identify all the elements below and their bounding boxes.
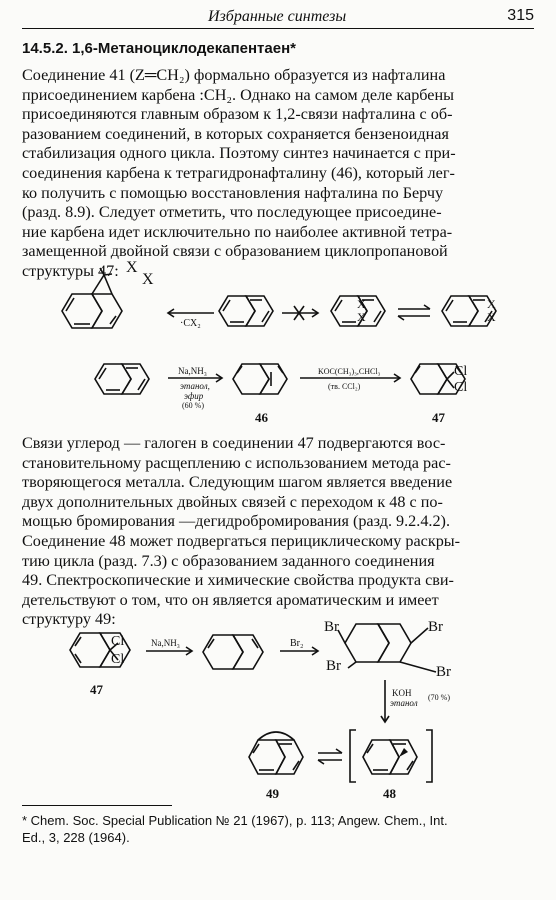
reagent-label: Br₂	[290, 638, 304, 649]
tricyclic-intermediate-structure	[203, 635, 263, 669]
running-title: Избранные синтезы	[208, 8, 347, 25]
reagent-label: KOC(CH₃)₃,CHCl₃	[318, 367, 381, 376]
footnote-line: * Chem. Soc. Special Publication № 21 (1967), p. 113; Angew. Chem., Int.	[22, 813, 448, 828]
text-line: двух дополнительных двойных связей с переходом к 48 с по-	[22, 492, 443, 511]
text-line: Связи углерод — галоген в соединении 47 подвергаются вос-	[22, 434, 446, 452]
text-line: замещенной двойной связи с образованием циклопропановой	[22, 242, 448, 261]
text-line: творяющегося металла. Следующим шагом является введение	[22, 473, 453, 492]
bromine-label: Br	[324, 619, 339, 635]
reagent-label: KOH	[392, 688, 412, 698]
substituent-x: X	[487, 310, 496, 324]
substituent-x: X	[487, 297, 496, 311]
page-number: 315	[507, 7, 534, 24]
reagent-label: эфир	[184, 391, 204, 401]
text-line: становительному расщеплению с использованием метода рас-	[22, 453, 451, 472]
text-line: стабилизация одного цикла. Поэтому синтез начинается с при-	[22, 144, 456, 163]
reagent-label: Na,NH₃	[151, 638, 180, 648]
compound-49-structure	[249, 732, 303, 774]
bromine-label: Br	[428, 619, 443, 635]
reagent-label: (тв. CCl₂)	[328, 382, 361, 391]
cyclopropane-wedge	[399, 748, 408, 757]
compound-label: 46	[255, 410, 268, 425]
reaction-scheme-2	[0, 612, 556, 802]
compound-label: 49	[266, 786, 279, 801]
reagent-label: ·CX₂	[180, 318, 201, 329]
bromine-label: Br	[436, 664, 451, 680]
text-line: 49. Спектроскопические и химические свойства продукта сви-	[22, 571, 454, 590]
compound-46-structure	[233, 364, 287, 394]
text-line: присоединением карбена :CH₂. Однако на самом деле карбены	[22, 85, 455, 104]
tetrabromide-structure	[338, 624, 436, 672]
chlorine-label: Cl	[111, 652, 125, 667]
text-line: соединения карбена к тетрагидронафталину (46), который лег-	[22, 163, 455, 182]
paragraph-2	[22, 434, 544, 630]
text-line: мощью бромирования —дегидробромирования (разд. 9.2.4.2).	[22, 512, 450, 531]
text-line: Соединение 41 (Z═CH₂) формально образуется из нафталина	[22, 66, 446, 84]
section-heading: 14.5.2. 1,6-Метаноциклодекапентаен*	[22, 40, 296, 57]
dihalocarbene-adduct-structure	[62, 268, 122, 328]
substituent-x: X	[126, 260, 138, 276]
chlorine-label: Cl	[454, 380, 468, 395]
reagent-label: этанол,	[180, 381, 210, 391]
reagent-label: (70 %)	[428, 693, 450, 702]
text-line: (разд. 8.9). Следует отметить, что последующее присоедине-	[22, 203, 442, 222]
compound-label: 47	[432, 410, 445, 425]
text-line: разованием соединений, в которых сохраняется бензеноидная	[22, 124, 449, 143]
compound-label: 47	[90, 682, 103, 697]
text-line: детельствуют о том, что он является ароматическим и имеет	[22, 590, 439, 609]
footnote-line: Ed., 3, 228 (1964).	[22, 830, 130, 845]
text-line: Соединение 48 может подвергаться перициклическому раскры-	[22, 531, 461, 550]
footnote-rule	[22, 805, 172, 806]
compound-48-structure	[363, 740, 417, 774]
text-line: тию цикла (разд. 7.3) с образованием заданного соединения	[22, 551, 435, 570]
text-line: структуры 47:	[22, 261, 119, 280]
compound-label: 48	[383, 786, 396, 801]
reagent-label: (60 %)	[182, 401, 204, 410]
substituent-x: X	[142, 271, 154, 288]
reaction-scheme-1	[0, 260, 556, 430]
footnote	[22, 812, 542, 846]
paragraph-1	[22, 66, 544, 282]
reagent-label: этанол	[390, 698, 418, 708]
chlorine-label: Cl	[111, 634, 125, 649]
naphthalene-structure	[219, 296, 273, 326]
running-header	[22, 6, 534, 29]
text-line: структуру 49:	[22, 610, 116, 629]
text-line: ние карбена идет исключительно по наиболее активной тетра-	[22, 222, 453, 241]
text-line: присоединяются главным образом к 1,2-связи нафталина с об-	[22, 105, 453, 124]
naphthalene-structure	[95, 364, 149, 394]
substituent-x: X	[357, 297, 366, 311]
reagent-label: Na,NH₃	[178, 366, 207, 376]
text-line: ко получить с помощью восстановления нафталина по Берчу	[22, 183, 444, 202]
substituent-x: X	[357, 310, 366, 324]
bromine-label: Br	[326, 658, 341, 674]
chlorine-label: Cl	[454, 364, 468, 379]
